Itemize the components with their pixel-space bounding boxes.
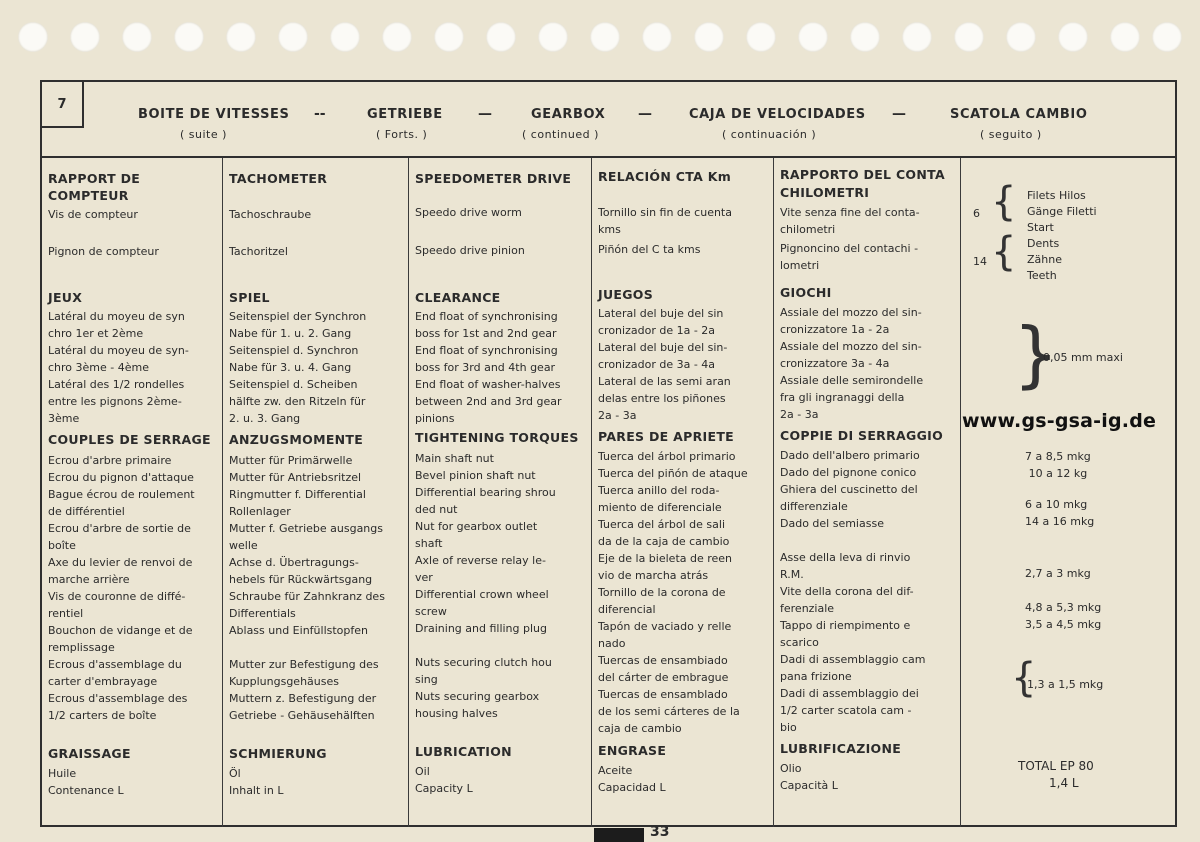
binder-hole	[486, 22, 516, 52]
heading-clearance: GIOCHI	[780, 285, 832, 300]
binder-hole	[954, 22, 984, 52]
heading-speedo: RELACIÓN CTA Km	[598, 169, 732, 184]
website-watermark: www.gs-gsa-ig.de	[962, 410, 1157, 432]
heading-clearance: JEUX	[48, 290, 83, 305]
rows-clearance: Assiale del mozzo del sin- cronizzatore 1a - 2a Assiale del mozzo del sin- cronizzatore 3a - 4a Assiale delle semirondelle fra gli ingranaggi della 2a - 3a	[780, 306, 924, 421]
rows-torques: Tuerca del árbol primario Tuerca del piñón de ataque Tuerca anillo del roda- miento de diferenciale Tuerca del árbol de sali da de la caja de cambio Eje de la bieleta de reen vio de marcha atrás Tornillo de la corona de diferencial Tapón de vaciado y relle nado Tuercas de ensambiado del cárter de embrague Tuercas de ensamblado de los semi cárteres de la caja de cambio	[598, 450, 748, 735]
rows-torques: Ecrou d'arbre primaire Ecrou du pignon d'attaque Bague écrou de roulement de différentiel Ecrou d'arbre de sortie de boîte Axe du levier de renvoi de marche arrière Vis de couronne de diffé- rentiel Bouchon de vidange et de remplissage Ecrous d'assemblage du carter d'embrayage Ecrous d'assemblage des 1/2 carters de boîte	[48, 454, 195, 722]
worm-count: 6	[973, 207, 980, 220]
header-dash: —	[892, 106, 906, 122]
heading-clearance: JUEGOS	[598, 287, 654, 302]
binder-hole	[70, 22, 100, 52]
spec-table	[40, 80, 1177, 827]
heading-speedo: RAPPORT DE COMPTEUR	[48, 171, 141, 203]
heading-torques: ANZUGSMOMENTE	[229, 432, 364, 447]
row-pinion: Pignon de compteur	[48, 245, 159, 258]
heading-torques: TIGHTENING TORQUES	[415, 430, 579, 445]
heading-lubrication: GRAISSAGE	[48, 746, 131, 761]
pinion-count: 14	[973, 255, 987, 268]
clearance-value: 0,05 mm maxi	[1043, 351, 1123, 364]
heading-torques: COUPLES DE SERRAGE	[48, 432, 211, 447]
heading-lubrication: LUBRIFICAZIONE	[780, 741, 902, 756]
column-it	[774, 158, 961, 827]
binder-hole	[642, 22, 672, 52]
header-sub-en: ( continued )	[522, 128, 599, 141]
torque-primary-value: 7 a 8,5 mkg 10 a 12 kg	[1025, 450, 1091, 480]
row-worm: Tornillo sin fin de cuenta kms	[598, 206, 732, 236]
header-dash: —	[478, 106, 492, 122]
brace-icon: }	[1013, 312, 1059, 396]
teeth-labels: Dents Zähne Teeth	[1027, 237, 1062, 282]
binder-hole	[330, 22, 360, 52]
binder-holes	[0, 22, 1200, 56]
header-sub-it: ( seguito )	[980, 128, 1042, 141]
rows-torques: Dado dell'albero primario Dado del pignone conico Ghiera del cuscinetto del differenziale Dado del semiasse Asse della leva di rinvio R.M. Vite della corona del dif- ferenziale Tappo di riempimento e scarico Dadi di assemblaggio cam pana frizione Dadi di assemblaggio dei 1/2 carter scatola cam - bio	[780, 449, 926, 734]
row-worm: Tachoschraube	[229, 208, 312, 221]
column-fr	[42, 158, 223, 827]
binder-hole	[538, 22, 568, 52]
rows-lubrication: Öl Inhalt in L	[229, 767, 284, 797]
header-title-it: SCATOLA CAMBIO	[950, 107, 1088, 122]
row-pinion: Piñón del C ta kms	[598, 243, 701, 256]
rows-torques: Main shaft nut Bevel pinion shaft nut Differential bearing shrou ded nut Nut for gearbox outlet shaft Axle of reverse relay le- ver Differential crown wheel screw Draining and filling plug Nuts securing clutch hou sing Nuts securing gearbox housing halves	[415, 452, 556, 720]
heading-lubrication: ENGRASE	[598, 743, 667, 758]
rows-clearance: Latéral du moyeu de syn chro 1er et 2ème Latéral du moyeu de syn- chro 3ème - 4ème Latéral des 1/2 rondelles entre les pignons 2ème- 3ème	[48, 310, 189, 425]
row-worm: Vis de compteur	[48, 208, 138, 221]
heading-lubrication: SCHMIERUNG	[229, 746, 327, 761]
header-sub-de: ( Forts. )	[376, 128, 428, 141]
row-pinion: Tachoritzel	[229, 245, 288, 258]
binder-hole	[1110, 22, 1140, 52]
rows-clearance: End float of synchronising boss for 1st and 2nd gear End float of synchronising boss for 3rd and 4th gear End float of washer-halves between 2nd and 3rd gear pinions	[415, 310, 562, 425]
binder-hole	[694, 22, 724, 52]
header-dash: --	[314, 106, 326, 122]
capacity-value: 1,4 L	[1049, 776, 1079, 790]
section-number: 7	[42, 82, 84, 128]
binder-hole	[1152, 22, 1182, 52]
header-title-fr: BOITE DE VITESSES	[138, 107, 290, 122]
torque-diff-value: 6 a 10 mkg 14 a 16 mkg	[1025, 498, 1095, 528]
column-de	[223, 158, 409, 827]
brace-icon: {	[991, 179, 1017, 225]
binder-hole	[590, 22, 620, 52]
binder-hole	[902, 22, 932, 52]
column-es	[592, 158, 774, 827]
binder-hole	[1058, 22, 1088, 52]
rows-lubrication: Huile Contenance L	[48, 767, 124, 797]
footer-page-number: 33	[650, 824, 670, 840]
binder-hole	[18, 22, 48, 52]
column-en	[409, 158, 592, 827]
row-pinion: Speedo drive pinion	[415, 244, 525, 257]
brace-icon: {	[1011, 655, 1037, 701]
heading-clearance: SPIEL	[229, 290, 270, 305]
binder-hole	[174, 22, 204, 52]
torque-crown-value: 4,8 a 5,3 mkg 3,5 a 4,5 mkg	[1025, 601, 1102, 631]
torque-reverse-value: 2,7 a 3 mkg	[1025, 567, 1091, 580]
lubricant-value: TOTAL EP 80	[1018, 759, 1094, 773]
rows-clearance: Seitenspiel der Synchron Nabe für 1. u. 2. Gang Seitenspiel d. Synchron Nabe für 3. u. 4. Gang Seitenspiel d. Scheiben hälfte zw. den Ritzeln für 2. u. 3. Gang	[229, 310, 367, 425]
rows-clearance: Lateral del buje del sin cronizador de 1a - 2a Lateral del buje del sin- cronizador de 3a - 4a Lateral de las semi aran delas entre los piñones 2a - 3a	[598, 307, 731, 422]
heading-clearance: CLEARANCE	[415, 290, 501, 305]
header-sub-fr: ( suite )	[180, 128, 227, 141]
rows-torques: Mutter für Primärwelle Mutter für Antriebsritzel Ringmutter f. Differential Rollenlager Mutter f. Getriebe ausgangs welle Achse d. Übertragungs- hebels für Rückwärtsgang Schraube für Zahnkranz des Differentials Ablass und Einfüllstopfen Mutter zur Befestigung des Kupplungsgehäuses Muttern z. Befestigung der Getriebe - Gehäusehälften	[229, 454, 385, 722]
heading-torques: PARES DE APRIETE	[598, 429, 734, 444]
header-sub-es: ( continuación )	[722, 128, 817, 141]
footer-bar	[594, 828, 644, 842]
torque-housing-value: 1,3 a 1,5 mkg	[1027, 678, 1104, 691]
binder-hole	[278, 22, 308, 52]
heading-speedo: TACHOMETER	[229, 171, 328, 186]
heading-torques: COPPIE DI SERRAGGIO	[780, 428, 944, 443]
binder-hole	[1006, 22, 1036, 52]
rows-lubrication: Olio Capacità L	[780, 762, 838, 792]
binder-hole	[382, 22, 412, 52]
header-title-es: CAJA DE VELOCIDADES	[689, 107, 866, 122]
binder-hole	[434, 22, 464, 52]
binder-hole	[746, 22, 776, 52]
header-dash: —	[638, 106, 652, 122]
binder-hole	[122, 22, 152, 52]
row-pinion: Pignoncino del contachi - lometri	[780, 242, 919, 272]
binder-hole	[226, 22, 256, 52]
row-worm: Vite senza fine del conta- chilometri	[780, 206, 920, 236]
header-title-en: GEARBOX	[531, 107, 606, 122]
heading-speedo: SPEEDOMETER DRIVE	[415, 171, 572, 186]
thread-labels: Filets Hilos Gänge Filetti Start	[1027, 189, 1097, 234]
heading-speedo: RAPPORTO DEL CONTA CHILOMETRI	[780, 167, 945, 200]
brace-icon: {	[991, 229, 1017, 275]
rows-lubrication: Aceite Capacidad L	[598, 764, 666, 794]
rows-lubrication: Oil Capacity L	[415, 765, 473, 795]
header-title-de: GETRIEBE	[367, 107, 443, 122]
binder-hole	[850, 22, 880, 52]
heading-lubrication: LUBRICATION	[415, 744, 512, 759]
column-values	[961, 158, 1175, 827]
binder-hole	[798, 22, 828, 52]
row-worm: Speedo drive worm	[415, 206, 522, 219]
table-header	[42, 82, 1175, 158]
